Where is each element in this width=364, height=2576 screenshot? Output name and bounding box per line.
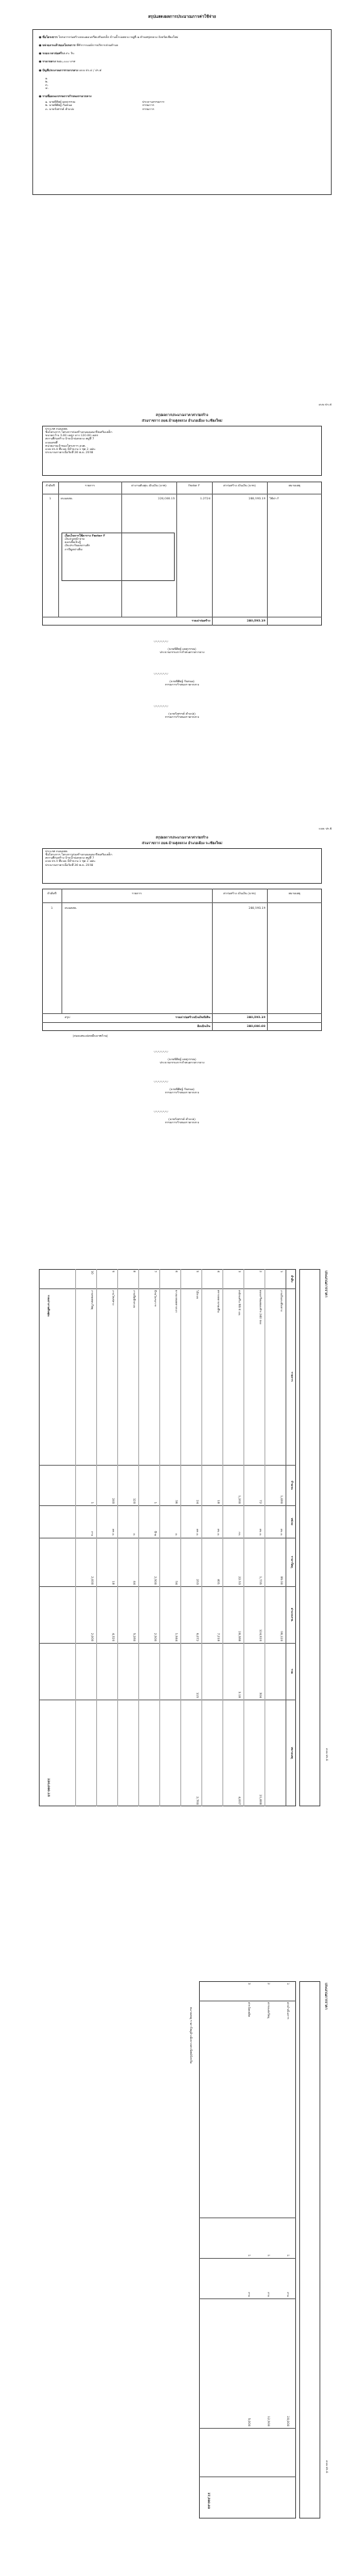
table-cell: 12,500 — [267, 2416, 270, 2426]
table-row: 9 — [112, 1271, 115, 1273]
table-cell: 253 — [196, 1579, 199, 1585]
page-pr5: แบบ ปร.๕ สรุปผลการประมาณราคาค่าก่อสร้าง ส่วนราชการ อบต.บ้านทุ่งหลวง อำเภอเมือง จ.เชียงใหม่ ประเภท ถนนคสล. ชื่อโครงการ โครงการก่อสร้างถนนคอนกรีตเสริมเหล็ก ขนาดกว้าง 3.00 เมตร ยาว 120.00 เมตร สถานที่ก่อสร้าง บ้านน้ำบ่อหลวง หมู่ที่ 7 แบบเลขที่ หน่วยงานเจ้าของโครงการ อบต. แบบ ปร.4 ที่แนบ มีจำนวน 1 ชุด 2 แผ่น ประมาณราคาเมื่อวันที่ 26 พ.ค. 2558 ลำดับที่ รายการ ค่างานต้นทุน เป็นเงิน (บาท) Factor F ค่าก่อสร้าง เป็นเงิน (บาท) หมายเหตุ 1 ถนนคสล. 220,000.15 1.2724 280,593.19 ใช้ค่า F เงื่อนไขการใช้ตาราง Factor F เงินล่วงหน้าจ่าย ดอกเบี้ยเงินกู้ เงินประกันผลงานหัก ภาษีมูลค่าเพิ่ม รวมค่าก่อสร้าง 280,593.19 〰〰〰 (นายพิสิษฐ์ ผลสุวรรณ) ประธานกรรมการกำหนดราคากลาง 〰〰〰 (นายพิศิษฐ์ กันหนอ) กรรมการกำหนดราคากลาง 〰〰〰 (นายรังสรรค์ คำแปง) กรรมการกำหนดราคากลาง — [0, 380, 364, 817]
signature-mark: 〰〰〰 — [154, 1110, 169, 1115]
table-row: 6 — [175, 1271, 178, 1273]
table-row: 1 — [280, 1271, 283, 1273]
table-cell: กก. — [238, 1531, 241, 1536]
table-cell: 89.00 — [280, 1576, 283, 1585]
page-pr6: แบบ ปร.6 สรุปผลการประมาณราคาค่าก่อสร้าง ส่วนราชการ อบต.บ้านทุ่งหลวง อำเภอเมือง จ.เชียงใหม่ ประเภท ถนนคสล. ชื่อโครงการ โครงการก่อสร้างถนนคอนกรีตเสริมเหล็ก สถานที่ก่อสร้าง บ้านน้ำบ่อหลวง หมู่ที่ 7 แบบ ปร.5 ที่แนบ มีจำนวน 1 ชุด 2 แผ่น ประมาณราคาเมื่อวันที่ 26 พ.ค. 2558 ลำดับที่ รายการ ค่าก่อสร้าง เป็นเงิน (บาท) หมายเหตุ 1 ถนนคสล. 280,593.19 สรุป รวมค่าก่อสร้างเป็นเงินทั้งสิ้น 280,593.19 คิดเป็นเงิน 280,000.00 (สองแสนแปดหมื่นบาทถ้วน) 〰〰〰 (นายพิสิษฐ์ ผลสุวรรณ) ประธานกรรมการกำหนดราคากลาง 〰〰〰 (นายพิศิษฐ์ กันหนอ) กรรมการกำหนดราคากลาง 〰〰〰 (นายรังสรรค์ คำแปง) กรรมการกำหนดราคากลาง — [0, 817, 364, 1173]
table-cell: 18 — [217, 1500, 220, 1504]
table-cell: 401 — [217, 1579, 220, 1585]
table-cell: 1,080 — [280, 1495, 283, 1504]
table-cell: 1 — [91, 1501, 94, 1504]
table-cell: ลบ.ม. — [217, 1528, 220, 1536]
page2-title: สรุปผลการประมาณราคาค่าก่อสร้าง — [155, 413, 209, 417]
signature-mark: 〰〰〰 — [154, 639, 169, 645]
column-header: หมายเหตุ — [290, 1746, 294, 1759]
table-cell: 20,000 — [286, 2416, 290, 2426]
table-cell: 44 — [133, 1581, 136, 1585]
table-cell: 22.53 — [238, 1576, 241, 1585]
table-cell: 36 — [175, 1500, 178, 1504]
table-cell: 2,500 — [154, 1576, 157, 1585]
table-row: 4 — [217, 1271, 220, 1273]
column-header: ราคาวัสดุ — [290, 1555, 294, 1568]
table-row: 8 — [133, 1271, 136, 1273]
page1-items: ● ชื่อโครงการ โครงการก่อสร้างถนนคอนกรีตเสริมเหล็ก บ้านน้ำบ่อหลวง หมู่ที่ ๗ ตำบลทุ่งหลวง จังหวัดเชียงใหม่ ● หน่วยงานเจ้าของโครงการ ที่ทำการองค์การบริหารส่วนตำบล ● ระยะเวลาก่อสร้าง ๙๐ วัน ● ราคากลาง ๒๘๐,๐๐๐ บาท ● บัญชีประมาณการราคากลาง แบบ ปร.๔ / ปร.๕ ๑. ๒. ๓. ๔. ● รายชื่อคณะกรรมการกำหนดราคากลาง ๑. นายพิสิษฐ์ ผลสุวรรณ ประธานกรรมการ ๒. นายพิศิษฐ์ กันหนอ กรรมการ ๓. นายรังสรรค์ คำแปง กรรมการ — [39, 36, 179, 111]
table-cell: ป้าย — [154, 1530, 157, 1536]
table-cell: 96,120 — [280, 1631, 283, 1641]
page-pr4-b — [0, 1975, 364, 2541]
table-cell: 1 — [286, 2254, 290, 2256]
rotated-sheet-b: แบบ ปร.4 ประมาณการราคา 1 ค่าดำเนินการ 1 งาน 20,000 2 ค่าขนส่งวัสดุ 1 งาน 12,500 3 ค่าเบ็ดเตล็ด 1 งาน 5,000 หมายเหตุ ราคาวัสดุอ้างอิงจากพาณิชย์จังหวัด 37,500.00 — [32, 1975, 332, 2525]
signature-mark: 〰〰〰 — [154, 672, 169, 677]
column-header: หน่วย — [290, 1517, 294, 1526]
table-cell: 2,500 — [154, 1632, 157, 1641]
table-cell: 1,735 — [259, 1576, 262, 1585]
page2-subtitle: ส่วนราชการ อบต.บ้านทุ่งหลวง อำเภอเมือง จ.เชียงใหม่ — [142, 418, 222, 422]
table-cell: ยางมะตอยยาแนว — [175, 1290, 178, 1313]
table-cell: 24 — [196, 1500, 199, 1504]
table-cell: 2,000 — [91, 1576, 94, 1585]
table-cell: ตร.ม. — [112, 1529, 115, 1536]
table-cell: งานตัดผิวถนน — [133, 1290, 136, 1309]
table-cell: ค่าดำเนินการ — [286, 2002, 290, 2020]
table-cell: งาน — [286, 2291, 290, 2297]
table-cell: ม. — [133, 1533, 136, 1536]
table-cell: 304 — [259, 1692, 262, 1698]
page-pr4-a — [0, 1263, 364, 1813]
table-cell: ตร.ม. — [196, 1529, 199, 1536]
table-row: 5 — [196, 1271, 199, 1273]
table-cell: 124,920 — [259, 1629, 262, 1641]
table-cell: 21,888 — [259, 1794, 262, 1805]
table-row: 2 — [259, 1271, 262, 1273]
table-row: 3 — [238, 1271, 241, 1273]
table-cell: ค่าเบ็ดเตล็ด — [248, 2002, 251, 2018]
rotated-sheet-a: แบบ ปร.4 ประมาณการราคา ลำดับ รายการ จำนวน หน่วย ราคาวัสดุ ค่าแรงงาน รวม หมายเหตุ 1 งานดินถมคันทาง 1,080 ลบ.ม. 89.00 96,120 2 คอนกรีตผสมเสร็จ 240 ksc 72 ลบ.ม. 1,735 124,920 304 21,888 3 เหล็กเสริม RB 6 มม. 1,260 กก. 22.53 28,388 3.18 4,007 4 ทรายหยาบรองพื้น 18 ลบ.ม. 401 7,218 5 ไม้แบบ 24 ตร.ม. 253 6,072 115 2,760 6 ยางมะตอยยาแนว 36 ม. 54 1,944 7 ป้ายโครงการ 1 ป้าย 2,500 2,500 8 งานตัดผิวถนน 120 ม. 44 5,280 9 งานไหล่ทาง 240 ตร.ม. 18 4,320 10 งานทดสอบวัสดุ 1 งาน 2,000 2,000 รวมค่างานต้นทุน 220,000.15 — [32, 1263, 332, 1813]
table-cell: 4,007 — [238, 1796, 241, 1805]
table-row: 1 — [286, 1983, 290, 1985]
table-cell: เหล็กเสริม RB 6 มม. — [238, 1290, 241, 1317]
table-cell: งานดินถมคันทาง — [280, 1290, 283, 1312]
table-row: 1 — [50, 906, 53, 910]
table-cell: ทรายหยาบรองพื้น — [217, 1290, 220, 1313]
table-cell: งาน — [248, 2291, 251, 2297]
signature-mark: 〰〰〰 — [154, 1050, 169, 1055]
table-cell: 2,000 — [91, 1632, 94, 1641]
table-row: 3 — [248, 1983, 251, 1985]
factor-lines: เงื่อนไขการใช้ตาราง Factor F เงินล่วงหน้าจ่าย ดอกเบี้ยเงินกู้ เงินประกันผลงานหัก ภาษีมูลค่าเพิ่ม — [65, 534, 105, 551]
table-cell: 72 — [259, 1500, 262, 1504]
table-cell: 115 — [196, 1692, 199, 1698]
table-cell: 7,218 — [217, 1632, 220, 1641]
table-cell: 18 — [112, 1581, 115, 1585]
table-cell: 54 — [175, 1581, 178, 1585]
table-cell: งานไหล่ทาง — [112, 1290, 115, 1305]
table-cell: ลบ.ม. — [259, 1528, 262, 1536]
table-cell: 120 — [133, 1498, 136, 1504]
column-header: จำนวน — [290, 1480, 294, 1490]
table-cell: 2,760 — [196, 1796, 199, 1805]
table-cell: คอนกรีตผสมเสร็จ 240 ksc — [259, 1290, 262, 1325]
table-row: 10 — [91, 1271, 94, 1275]
table-cell: 3.18 — [238, 1691, 241, 1698]
table-cell: 1 — [248, 2254, 251, 2256]
signature-mark: 〰〰〰 — [154, 1080, 169, 1085]
column-header: รวม — [290, 1668, 294, 1674]
table-cell: 1,260 — [238, 1495, 241, 1504]
table-cell: ไม้แบบ — [196, 1290, 199, 1300]
page3-table — [42, 889, 322, 1031]
column-header: ค่าแรงงาน — [290, 1607, 294, 1622]
table-cell: งาน — [267, 2291, 270, 2297]
table-cell: 1,944 — [175, 1632, 178, 1641]
table-cell: 1 — [154, 1501, 157, 1504]
table-cell: 5,000 — [248, 2417, 251, 2426]
column-header: ลำดับ — [290, 1275, 294, 1283]
table-cell: 6,072 — [196, 1632, 199, 1641]
table-row: 7 — [154, 1271, 157, 1273]
table-cell: 4,320 — [112, 1632, 115, 1641]
table-row: 1 — [49, 497, 52, 500]
column-header: รายการ — [290, 1371, 294, 1382]
table-cell: ม. — [175, 1533, 178, 1536]
table-cell: ป้ายโครงการ — [154, 1290, 157, 1307]
form-number: แบบ ปร.6 — [319, 827, 332, 830]
page-summary — [0, 0, 364, 405]
page1-title: สรุปแสดงผลการประมาณการค่าใช้จ่าย — [148, 15, 216, 19]
table-cell: ค่าขนส่งวัสดุ — [267, 2002, 270, 2018]
table-cell: งานทดสอบวัสดุ — [91, 1290, 94, 1310]
signature-mark: 〰〰〰 — [154, 704, 169, 710]
page2-meta: ประเภท ถนนคสล. ชื่อโครงการ โครงการก่อสร้างถนนคอนกรีตเสริมเหล็ก ขนาดกว้าง 3.00 เมตร ยาว 120.00 เมตร สถานที่ก่อสร้าง บ้านน้ำบ่อหลวง หมู่ที่ 7 แบบเลขที่ หน่วยงานเจ้าของโครงการ อบต. แบบ ปร.4 ที่แนบ มีจำนวน 1 ชุด 2 แผ่น ประมาณราคาเมื่อวันที่ 26 พ.ค. 2558 — [45, 427, 112, 454]
table-cell: 1 — [267, 2254, 270, 2256]
table-cell: 240 — [112, 1498, 115, 1504]
table-cell: ลบ.ม. — [280, 1528, 283, 1536]
table-cell: 5,280 — [133, 1632, 136, 1641]
table-cell: งาน — [91, 1530, 94, 1536]
form-number: แบบ ปร.๕ — [318, 403, 332, 406]
table-row: 2 — [267, 1983, 270, 1985]
table-cell: 28,388 — [238, 1631, 241, 1641]
